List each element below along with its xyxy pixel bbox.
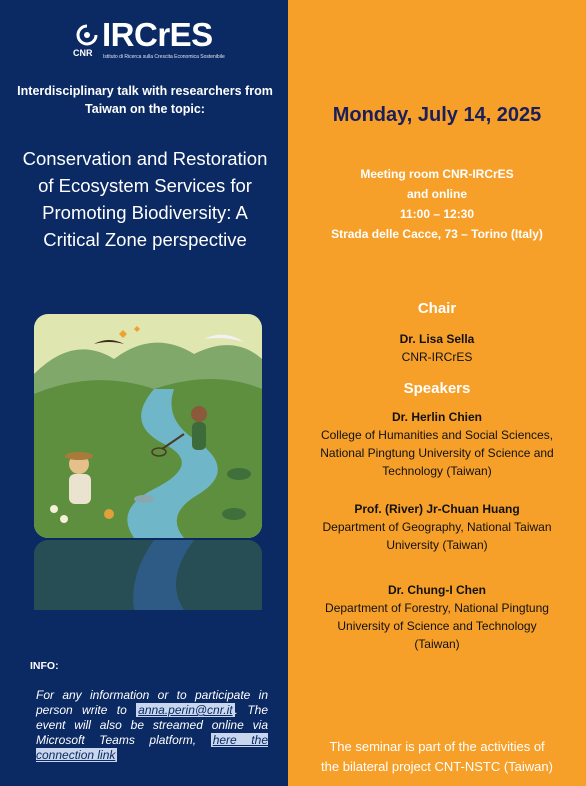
venue-line: and online (407, 187, 467, 201)
brand-tagline: Istituto di Ricerca sulla Crescita Economica Sostenibile (103, 54, 225, 60)
venue-info (288, 164, 586, 244)
venue-line: Strada delle Cacce, 73 – Torino (Italy) (331, 227, 543, 241)
info-text-part: . The event will also be streamed online via Microsoft Teams platform, (36, 703, 268, 747)
footer-line: The seminar is part of the activities of (329, 739, 545, 754)
ircres-logo (72, 16, 232, 64)
footer-line: the bilateral project CNT-NSTC (Taiwan) (321, 759, 553, 774)
speaker-affiliation: Technology (Taiwan) (382, 464, 492, 478)
chair-heading: Chair (417, 300, 457, 317)
cnr-logo-icon (76, 24, 98, 46)
speaker-affiliation: University (Taiwan) (386, 538, 488, 552)
info-text-part: For any information or to participate in person write to (36, 688, 268, 717)
venue-line: Meeting room CNR-IRCrES (360, 167, 514, 181)
chair-name: Dr. Lisa Sella (399, 332, 475, 346)
speaker-affiliation: (Taiwan) (414, 637, 460, 651)
cnr-logo-text: CNR (73, 48, 93, 58)
venue-line: 11:00 – 12:30 (399, 207, 475, 221)
email-link[interactable]: anna.perin@cnr.it (138, 703, 233, 717)
connection-link[interactable]: here the connection link (36, 733, 268, 762)
speaker-3 (288, 581, 586, 653)
footer-note (288, 737, 586, 777)
speaker-affiliation: College of Humanities and Social Sciences, (320, 428, 554, 442)
speaker-name: Dr. Chung-I Chen (388, 583, 486, 597)
chair-person (288, 330, 586, 366)
brand-name: IRCrES (102, 16, 213, 53)
info-text (36, 688, 268, 763)
event-date: Monday, July 14, 2025 (332, 104, 542, 126)
speaker-affiliation: Department of Forestry, National Pingtung (325, 601, 549, 615)
talk-title: Conservation and Restoration of Ecosystem Services for Promoting Biodiversity: A Critical Zone perspective (22, 148, 268, 250)
ecosystem-illustration (34, 314, 262, 538)
left-panel (0, 0, 288, 786)
speaker-1 (288, 408, 586, 480)
intro-text: Interdisciplinary talk with researchers from Taiwan on the topic: (17, 84, 273, 116)
info-label: INFO: (30, 660, 59, 672)
speaker-affiliation: Department of Geography, National Taiwan (322, 520, 552, 534)
speaker-affiliation: University of Science and Technology (337, 619, 537, 633)
illustration-reflection (34, 540, 262, 610)
speaker-affiliation: National Pingtung University of Science and (320, 446, 554, 460)
speakers-heading: Speakers (403, 380, 471, 397)
speaker-name: Dr. Herlin Chien (391, 410, 483, 424)
right-panel (288, 0, 586, 786)
speaker-2 (288, 500, 586, 554)
speaker-name: Prof. (River) Jr-Chuan Huang (354, 502, 520, 516)
chair-affiliation: CNR-IRCrES (401, 350, 473, 364)
